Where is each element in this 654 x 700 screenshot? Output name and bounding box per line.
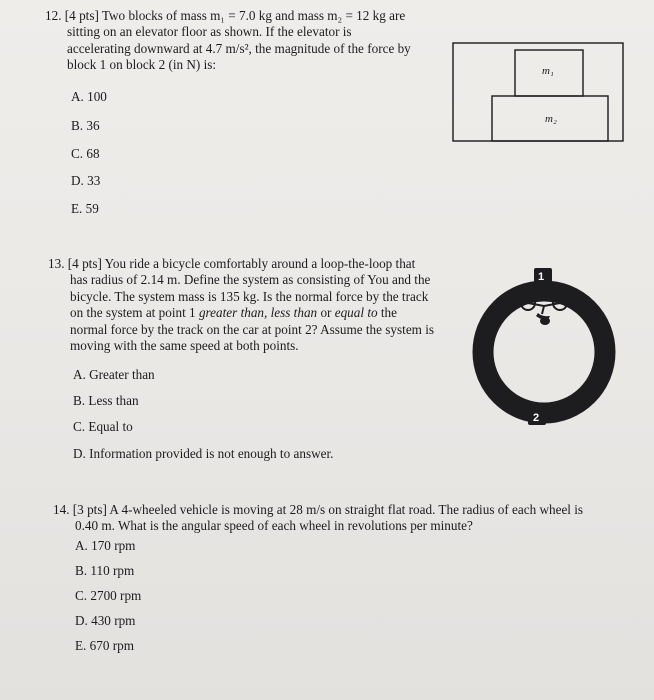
q13-choice-d[interactable]: D. Information provided is not enough to answer. [73, 446, 334, 461]
q12-choice-b[interactable]: B. 36 [71, 118, 100, 133]
elevator-blocks-figure [452, 42, 624, 144]
question-13-line-1: 13. [4 pts] You ride a bicycle comfortably around a loop-the-loop that [48, 256, 416, 271]
question-14 [53, 502, 613, 535]
q13-choice-b[interactable]: B. Less than [73, 393, 139, 408]
question-13-line-6: moving with the same speed at both points. [70, 338, 299, 354]
label-m1: m₁ [542, 65, 554, 77]
q13-choice-c[interactable]: C. Equal to [73, 419, 133, 434]
q13-choice-a[interactable]: A. Greater than [73, 367, 155, 382]
q13-line4-equal: equal to [334, 305, 378, 321]
loop-the-loop-figure [472, 266, 622, 432]
q13-line4-part-a: on the system at point 1 [70, 305, 199, 321]
q14-choice-c[interactable]: C. 2700 rpm [75, 588, 142, 603]
q12-choice-a[interactable]: A. 100 [71, 89, 107, 104]
question-14-line-1: 14. [3 pts] A 4-wheeled vehicle is moving at 28 m/s on straight flat road. The radius of each wheel is [53, 502, 584, 517]
elevator-outline [453, 43, 623, 141]
q12-choice-c[interactable]: C. 68 [71, 146, 100, 161]
label-m2: m₂ [545, 113, 557, 125]
question-13-line-4 [48, 305, 468, 321]
q13-line4-greater-less: greater than, less than [198, 305, 318, 321]
question-14-line-2: 0.40 m. What is the angular speed of each wheel in revolutions per minute? [75, 518, 473, 534]
rider-icon [536, 313, 550, 325]
question-13-line-3: bicycle. The system mass is 135 kg. Is the normal force by the track [70, 288, 429, 304]
point-2-label: 2 [533, 412, 540, 424]
question-12-line-4: block 1 on block 2 (in N) is: [67, 57, 217, 73]
question-13-line-2: has radius of 2.14 m. Define the system as consisting of You and the [70, 272, 431, 288]
q13-line4-or: or [317, 305, 335, 321]
q14-choice-b[interactable]: B. 110 rpm [75, 563, 135, 578]
q14-choice-d[interactable]: D. 430 rpm [75, 613, 136, 628]
q13-line4-the: the [377, 305, 398, 321]
question-13-line-5: normal force by the track on the car at point 2? Assume the system is [70, 321, 435, 337]
q12-choice-d[interactable]: D. 33 [71, 173, 101, 188]
question-12 [45, 8, 445, 74]
q14-choice-a[interactable]: A. 170 rpm [75, 538, 136, 553]
question-13 [48, 256, 468, 354]
q12-choice-e[interactable]: E. 59 [71, 201, 99, 216]
point-1-label: 1 [538, 271, 545, 283]
question-12-line-1: 12. [4 pts] Two blocks of mass m₁ = 7.0 kg and mass m₂ = 12 kg are [45, 8, 406, 23]
q14-choice-e[interactable]: E. 670 rpm [75, 638, 134, 653]
question-12-line-2: sitting on an elevator floor as shown. If the elevator is [67, 24, 352, 40]
question-12-line-3: accelerating downward at 4.7 m/s², the magnitude of the force by [67, 40, 411, 56]
